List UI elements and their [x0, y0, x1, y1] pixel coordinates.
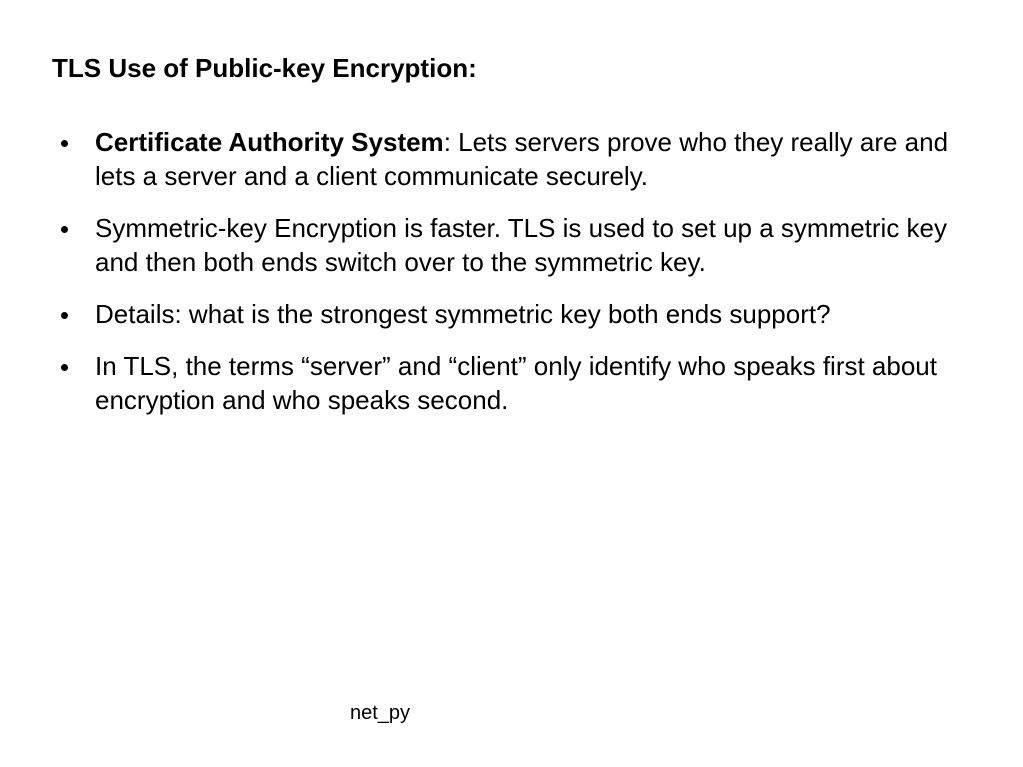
bullet-dot-icon	[61, 226, 68, 233]
bullet-dot-icon	[61, 364, 68, 371]
bullet-text: In TLS, the terms “server” and “client” only identify who speaks first about encryption and who speaks second.	[95, 351, 937, 415]
bullet-bold-term: Certificate Authority System	[95, 127, 444, 157]
bullet-item-server-client-terms	[58, 349, 973, 417]
bullet-text: Symmetric-key Encryption is faster. TLS is used to set up a symmetric key and then both ends switch over to the symmetric key.	[95, 213, 948, 277]
bullet-text	[95, 125, 973, 193]
bullet-text: Details: what is the strongest symmetric key both ends support?	[95, 299, 831, 329]
slide-footer: net_py	[350, 702, 411, 724]
bullet-dot-icon	[61, 312, 68, 319]
bullet-item-symmetric-key	[58, 211, 973, 279]
bullet-item-details	[58, 297, 973, 331]
slide-title: TLS Use of Public-key Encryption:	[52, 53, 477, 83]
bullet-item-certificate-authority	[58, 125, 973, 193]
bullet-body-text: : Lets servers prove who they really are and lets a server and a client communicate securely.	[95, 127, 949, 191]
bullet-dot-icon	[61, 140, 68, 147]
bullet-list	[58, 125, 973, 435]
